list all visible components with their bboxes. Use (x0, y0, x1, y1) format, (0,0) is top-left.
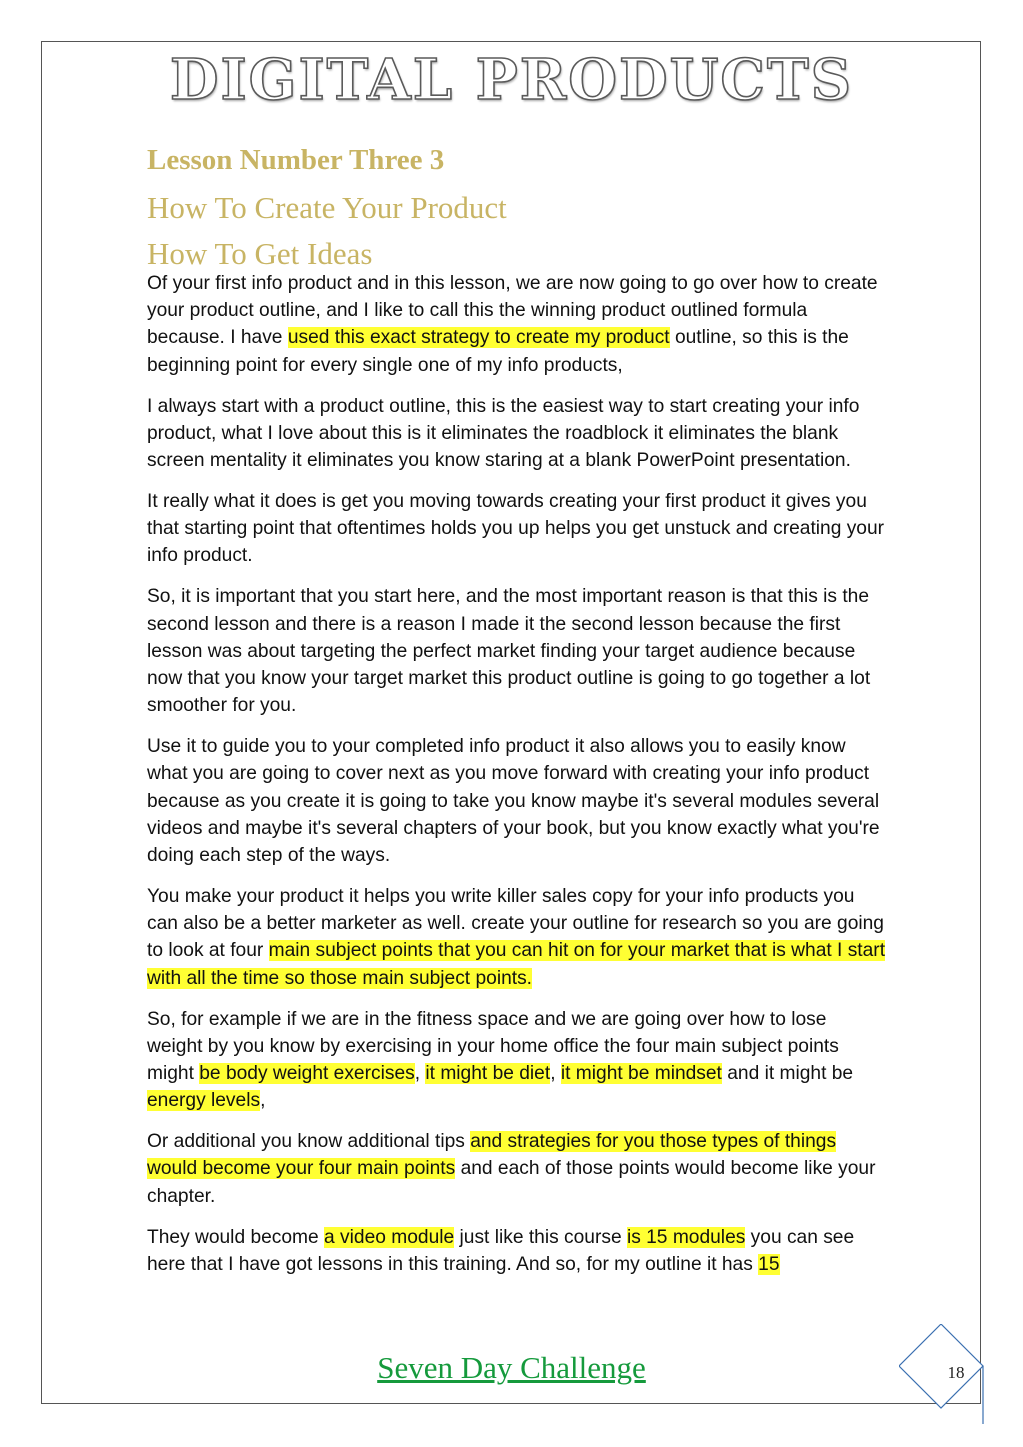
highlighted-text: is 15 modules (626, 1226, 746, 1248)
paragraph-text: They would become (147, 1226, 325, 1248)
body-paragraph (147, 393, 887, 475)
lesson-heading: Lesson Number Three 3 (147, 144, 445, 176)
subtitle-get-ideas: How To Get Ideas (147, 236, 373, 271)
paragraph-text: , (550, 1063, 561, 1085)
paragraph-text: Of your first info product and in this lesson, we are now going to go over how to create your product outline, and I like to call this the winning product outlined formula because. I have (147, 273, 878, 349)
subtitle-create-product: How To Create Your Product (147, 190, 507, 225)
paragraph-text: , (414, 1063, 426, 1085)
highlighted-text: used this exact strategy to create my product (287, 327, 670, 349)
paragraph-text: you can see here that I have got lessons in this training. And so, for my outline it has (147, 1226, 855, 1275)
paragraph-text: outline, so this is the beginning point for every single one of my info products, (147, 327, 849, 376)
highlighted-text: and strategies for you those types of things would become your four main points (147, 1131, 837, 1180)
paragraph-text: , (260, 1090, 266, 1112)
body-paragraph (147, 733, 887, 869)
paragraph-text: So, it is important that you start here, and the most important reason is that this is the second lesson and there is a reason I made it the second lesson because the first lesson was about targeting the perfect market finding your target audience because now that you know your target market this product outline is going to go together a lot smoother for you. (147, 586, 871, 717)
highlighted-text: 15 (758, 1253, 780, 1275)
highlighted-text: be body weight exercises (199, 1063, 415, 1085)
page-corner-diamond (899, 1324, 983, 1408)
body-paragraph (147, 883, 887, 992)
paragraph-text: Or additional you know additional tips (147, 1131, 471, 1153)
body-paragraph (147, 1128, 887, 1210)
paragraph-text: So, for example if we are in the fitness space and we are going over how to lose weight by you know by exercising in your home office the four main subject points might (147, 1008, 839, 1085)
paragraph-text: I always start with a product outline, this is the easiest way to start creating your info product, what I love about this is it eliminates the roadblock it eliminates the blank screen mentality it eliminates you know staring at a blank PowerPoint presentation. (147, 395, 860, 472)
highlighted-text: a video module (324, 1226, 455, 1248)
body-paragraph (147, 583, 887, 719)
highlighted-text: energy levels (147, 1090, 261, 1112)
body-text (147, 270, 887, 1292)
paragraph-text: You make your product it helps you write killer sales copy for your info products you can also be a better marketer as well. create your outline for research so you are going to look at four (147, 886, 884, 962)
body-paragraph (147, 488, 887, 570)
paragraph-text: It really what it does is get you moving towards creating your first product it gives you that starting point that oftentimes holds you up helps you get unstuck and creating your info product. (147, 491, 885, 567)
page-number: 18 (947, 1363, 965, 1382)
paragraph-text: Use it to guide you to your completed info product it also allows you to easily know what you are going to cover next as you move forward with creating your info product because as you create it is going to take you know maybe it's several modules several videos and maybe it's several chapters of your book, but you know exactly what you're doing each step of the ways. (147, 736, 880, 867)
highlighted-text: main subject points that you can hit on for your market that is what I start with all the time so those main subject points. (147, 940, 886, 989)
paragraph-text: and it might be (721, 1063, 854, 1085)
paragraph-text: and each of those points would become like your chapter. (147, 1158, 876, 1207)
paragraph-text: just like this course (454, 1226, 627, 1248)
body-paragraph (147, 270, 887, 379)
seven-day-challenge-link[interactable]: Seven Day Challenge (377, 1350, 646, 1385)
highlighted-text: it might be mindset (560, 1063, 722, 1085)
body-paragraph (147, 1224, 887, 1278)
body-paragraph (147, 1006, 887, 1115)
document-title: DIGITAL PRODUCTS (169, 47, 854, 113)
highlighted-text: it might be diet (425, 1063, 551, 1085)
